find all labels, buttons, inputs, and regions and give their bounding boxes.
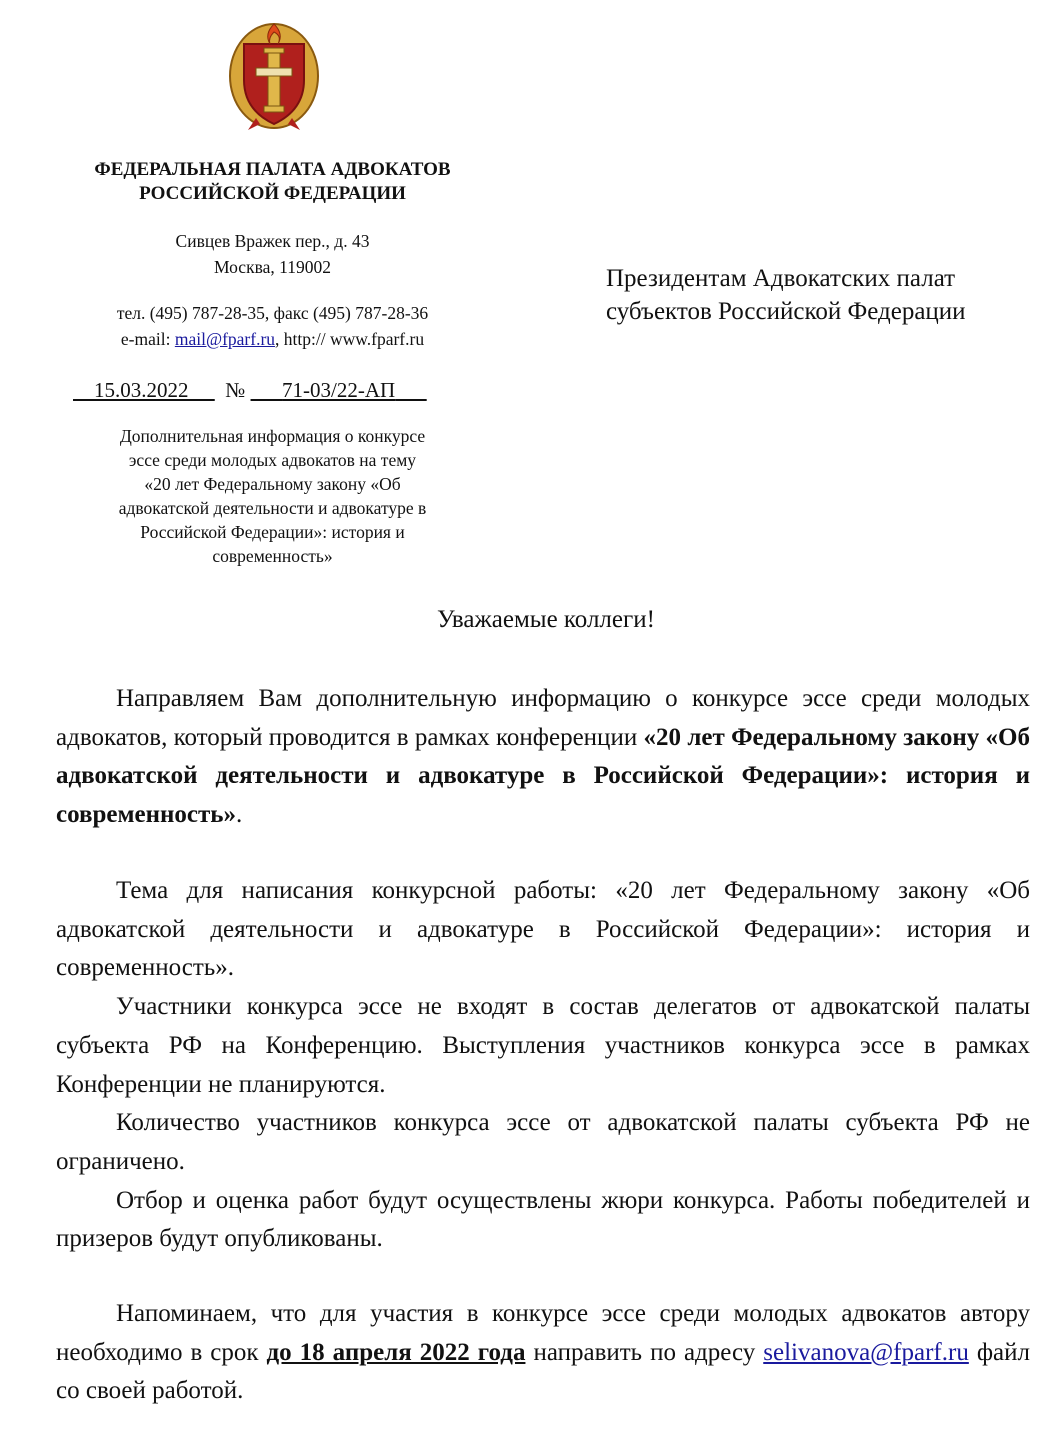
reminder-end: файл со своей работой.: [56, 1338, 1030, 1405]
contact-block: [60, 300, 485, 352]
paragraph-group: [56, 872, 1030, 1259]
reminder-start: Напоминаем, что для участия в конкурсе эссе среди молодых адвокатов автору необходимо в срок: [56, 1300, 1030, 1366]
addressee-line-1: Президентам Адвокатских палат: [606, 265, 956, 292]
address-line-1: Сивцев Вражек пер., д. 43: [175, 231, 370, 251]
subject-line-2: эссе среди молодых адвокатов на тему: [128, 450, 417, 470]
address-block: [60, 228, 485, 280]
reference-date-value: 15.03.2022: [94, 378, 189, 402]
website-text: , http:// www.fparf.ru: [275, 329, 425, 349]
deadline-text: до 18 апреля 2022 года: [266, 1338, 526, 1366]
paragraph-reminder: [56, 1295, 1030, 1411]
intro-end: .: [236, 801, 243, 829]
subject-line-6: современность»: [212, 546, 333, 566]
reference-line: [73, 378, 493, 403]
submission-email-link[interactable]: selivanova@fparf.ru: [763, 1338, 969, 1366]
conference-title: «20 лет Федеральному закону «Об адвокатской деятельности и адвокатуре в Российской Федерации»: история и современность»: [56, 723, 1030, 829]
fpa-crest-icon: [226, 18, 322, 136]
email-line: [60, 326, 485, 352]
paragraph-topic: Тема для написания конкурсной работы: «20 лет Федеральному закону «Об адвокатской деятельности и адвокатуре в Российской Федерации»: история и современность».: [56, 877, 1030, 982]
greeting: Уважаемые коллеги!: [437, 606, 655, 633]
reference-date: [73, 378, 215, 402]
reference-number-value: 71-03/22-АП: [282, 378, 396, 402]
addressee-line-2: субъектов Российской Федерации: [606, 298, 966, 325]
phone-line: тел. (495) 787-28-35, факс (495) 787-28-36: [116, 303, 429, 323]
email-prefix: e-mail:: [120, 329, 175, 349]
email-link[interactable]: mail@fparf.ru: [174, 329, 276, 349]
organization-name: [60, 158, 485, 206]
paragraph-participants: Участники конкурса эссе не входят в состав делегатов от адвокатской палаты субъекта РФ на Конференцию. Выступления участников конкурса эссе в рамках Конференции не планируются.: [56, 993, 1030, 1098]
subject-line-3: «20 лет Федеральному закону «Об: [144, 474, 401, 494]
intro-text: Направляем Вам дополнительную информацию о конкурсе эссе среди молодых адвокатов, который проводится в рамках конференции: [56, 685, 1030, 751]
paragraph-quantity: Количество участников конкурса эссе от адвокатской палаты субъекта РФ не ограничено.: [56, 1109, 1030, 1175]
paragraph-selection: Отбор и оценка работ будут осуществлены жюри конкурса. Работы победителей и призеров будут опубликованы.: [56, 1186, 1030, 1253]
reference-number: [251, 378, 427, 402]
paragraph-intro: [56, 680, 1030, 835]
org-line-1: ФЕДЕРАЛЬНАЯ ПАЛАТА АДВОКАТОВ: [94, 159, 451, 180]
letter-subject: [60, 424, 485, 568]
subject-line-1: Дополнительная информация о конкурсе: [119, 426, 426, 446]
org-line-2: РОССИЙСКОЙ ФЕДЕРАЦИИ: [139, 183, 406, 204]
addressee-block: [606, 262, 966, 328]
number-sign: №: [225, 378, 246, 402]
address-line-2: Москва, 119002: [214, 257, 331, 277]
subject-line-5: Российской Федерации»: история и: [140, 522, 405, 542]
reminder-mid: направить по адресу: [525, 1338, 764, 1366]
subject-line-4: адвокатской деятельности и адвокатуре в: [118, 498, 427, 518]
